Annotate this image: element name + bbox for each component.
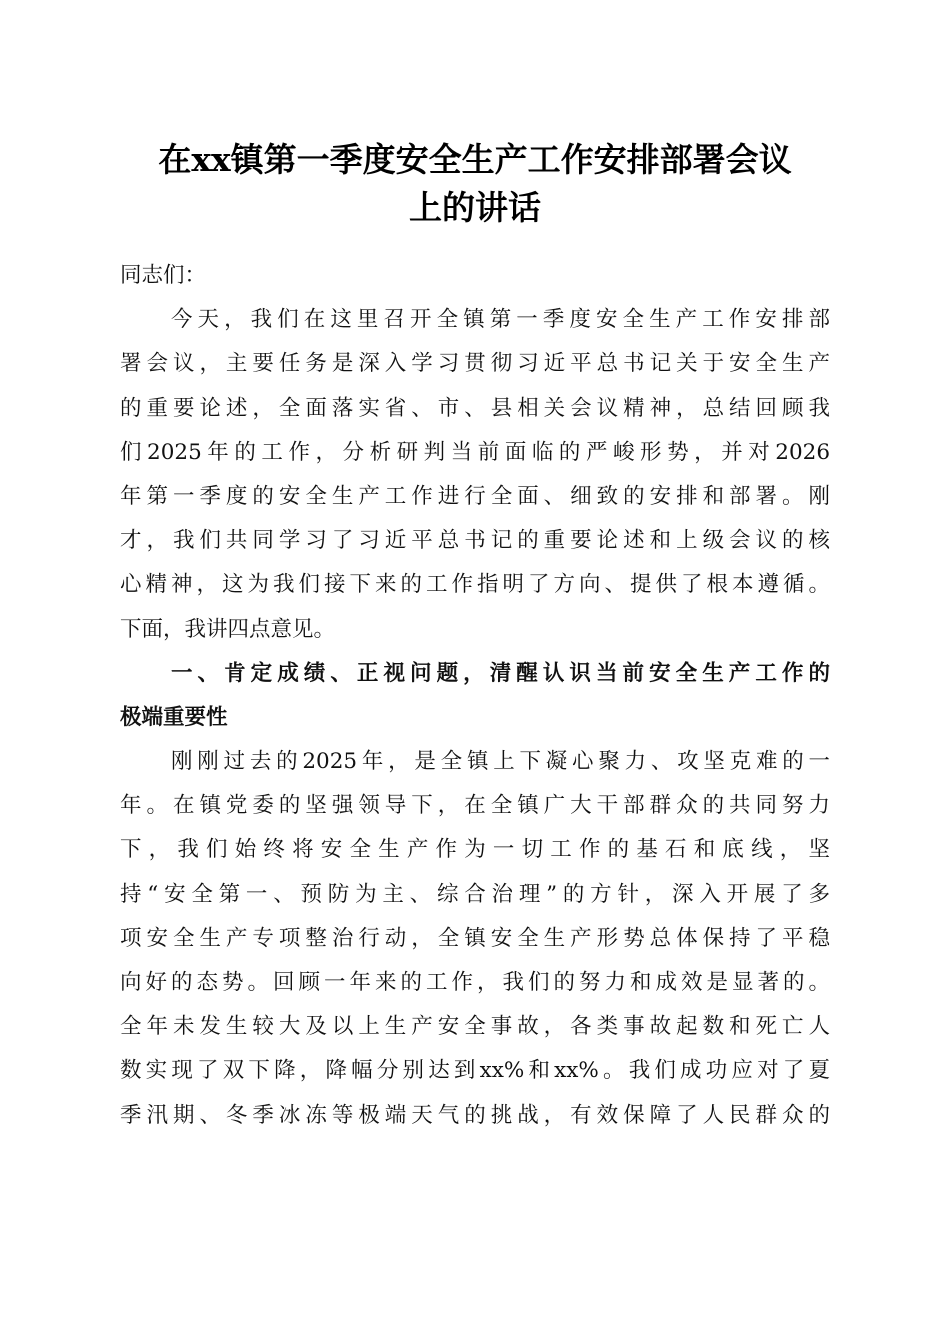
paragraph-line: 全年未发生较大及以上生产安全事故，各类事故起数和死亡人: [120, 1014, 830, 1040]
paragraph-line: 数实现了双下降，降幅分别达到xx%和xx%。我们成功应对了夏: [120, 1058, 830, 1084]
paragraph-line: 季汛期、冬季冰冻等极端天气的挑战，有效保障了人民群众的: [120, 1102, 830, 1128]
document-title: [80, 136, 870, 232]
paragraph-line: 下，我们始终将安全生产作为一切工作的基石和底线，坚: [120, 837, 830, 863]
section-heading-line: 极端重要性: [120, 704, 228, 730]
paragraph-line: 下面，我讲四点意见。: [120, 616, 336, 642]
section-heading-line: 一、肯定成绩、正视问题，清醒认识当前安全生产工作的: [171, 660, 830, 686]
paragraph-line: 才，我们共同学习了习近平总书记的重要论述和上级会议的核: [120, 528, 830, 554]
paragraph-line: 年。在镇党委的坚强领导下，在全镇广大干部群众的共同努力: [120, 793, 830, 819]
paragraph-line: 向好的态势。回顾一年来的工作，我们的努力和成效是显著的。: [120, 970, 830, 995]
paragraph-line: 今天，我们在这里召开全镇第一季度安全生产工作安排部: [171, 307, 830, 333]
paragraph-line: 项安全生产专项整治行动，全镇安全生产形势总体保持了平稳: [120, 925, 830, 951]
paragraph-line: 们2025年的工作，分析研判当前面临的严峻形势，并对2026: [120, 439, 830, 465]
paragraph-line: 的重要论述，全面落实省、市、县相关会议精神，总结回顾我: [120, 395, 830, 421]
document-body: [120, 254, 830, 1138]
title-line: 上的讲话: [409, 188, 541, 227]
paragraph-line: 年第一季度的安全生产工作进行全面、细致的安排和部署。刚: [120, 483, 830, 509]
salutation: 同志们：: [120, 263, 207, 288]
paragraph-line: 持“安全第一、预防为主、综合治理”的方针，深入开展了多: [120, 881, 830, 907]
paragraph-line: 署会议，主要任务是深入学习贯彻习近平总书记关于安全生产: [120, 351, 830, 377]
paragraph-line: 刚刚过去的2025年，是全镇上下凝心聚力、攻坚克难的一: [171, 749, 830, 775]
title-line: 在xx镇第一季度安全生产工作安排部署会议: [158, 140, 792, 179]
paragraph-line: 心精神，这为我们接下来的工作指明了方向、提供了根本遵循。: [120, 572, 830, 598]
